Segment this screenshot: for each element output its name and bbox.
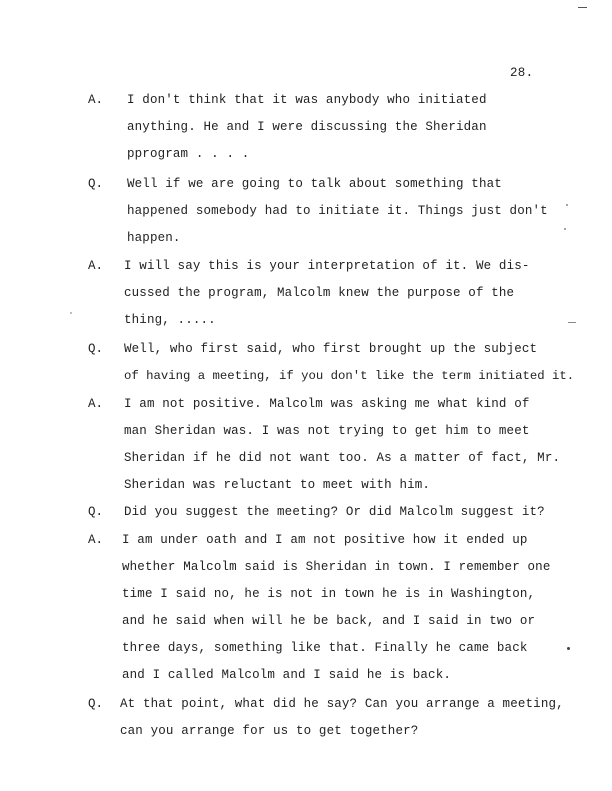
transcript-line: I am not positive. Malcolm was asking me what kind of xyxy=(124,397,530,411)
scan-speck xyxy=(578,7,587,8)
transcript-line: can you arrange for us to get together? xyxy=(120,724,419,738)
speaker-label: Q. xyxy=(88,342,104,356)
transcript-line: At that point, what did he say? Can you arrange a meeting, xyxy=(120,697,564,711)
transcript-line: three days, something like that. Finally he came back xyxy=(122,641,528,655)
scan-speck xyxy=(568,322,576,323)
transcript-line: cussed the program, Malcolm knew the purpose of the xyxy=(124,286,515,300)
transcript-line: and he said when will he be back, and I said in two or xyxy=(122,614,536,628)
transcript-line: whether Malcolm said is Sheridan in town. I remember one xyxy=(122,560,551,574)
scan-speck xyxy=(70,312,72,314)
transcript-line: I am under oath and I am not positive how it ended up xyxy=(122,533,528,547)
speaker-label: Q. xyxy=(88,177,104,191)
transcript-line: Did you suggest the meeting? Or did Malcolm suggest it? xyxy=(124,505,545,519)
scan-speck xyxy=(567,647,570,650)
transcript-line: and I called Malcolm and I said he is back. xyxy=(122,668,452,682)
transcript-line: I will say this is your interpretation of it. We dis- xyxy=(124,259,530,273)
scan-speck xyxy=(566,204,568,206)
transcript-line: Sheridan was reluctant to meet with him. xyxy=(124,478,431,492)
transcript-line: happen. xyxy=(127,231,181,245)
speaker-label: A. xyxy=(88,533,104,547)
scan-speck xyxy=(564,228,566,230)
transcript-line: Well if we are going to talk about something that xyxy=(127,177,502,191)
transcript-line: of having a meeting, if you don't like the term initiated it. xyxy=(124,369,575,383)
transcript-line: happened somebody had to initiate it. Things just don't xyxy=(127,204,548,218)
transcript-line: I don't think that it was anybody who initiated xyxy=(127,93,487,107)
transcript-line: thing, ..... xyxy=(124,313,216,327)
speaker-label: Q. xyxy=(88,697,104,711)
transcript-line: time I said no, he is not in town he is in Washington, xyxy=(122,587,536,601)
transcript-line: man Sheridan was. I was not trying to get him to meet xyxy=(124,424,530,438)
speaker-label: A. xyxy=(88,93,104,107)
speaker-label: Q. xyxy=(88,505,104,519)
transcript-line: Sheridan if he did not want too. As a matter of fact, Mr. xyxy=(124,451,561,465)
transcript-line: anything. He and I were discussing the Sheridan xyxy=(127,120,487,134)
transcript-line: pprogram . . . . xyxy=(127,147,250,161)
transcript-line: Well, who first said, who first brought up the subject xyxy=(124,342,538,356)
speaker-label: A. xyxy=(88,397,104,411)
page-number: 28. xyxy=(510,66,534,80)
speaker-label: A. xyxy=(88,259,104,273)
